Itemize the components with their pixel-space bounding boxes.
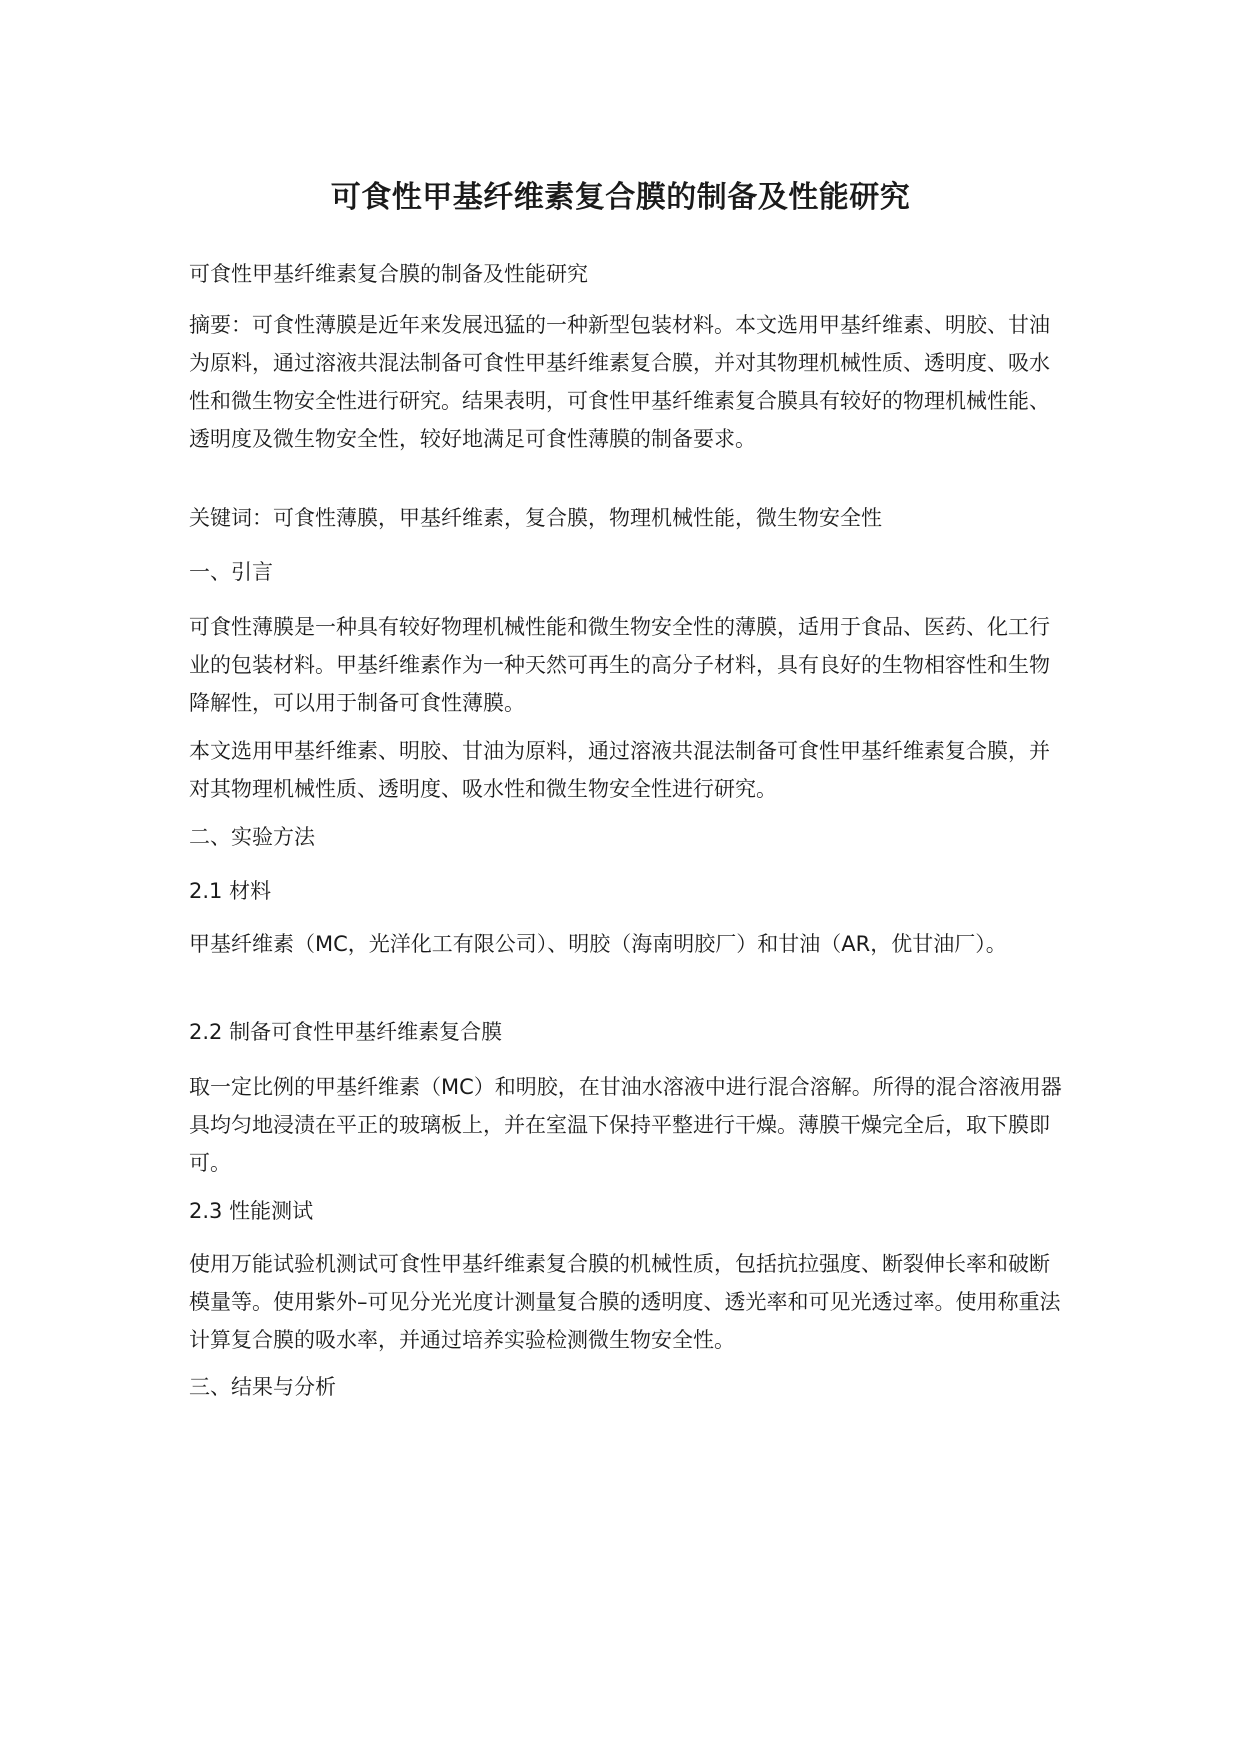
section-heading-methods: 二、实验方法 [189, 825, 315, 849]
preparation-paragraph: 取一定比例的甲基纤维素（MC）和明胶，在甘油水溶液中进行混合溶解。所得的混合溶液用器具均匀地浸渍在平正的玻璃板上，并在室温下保持平整进行干燥。薄膜干燥完全后，取下膜即可。 [189, 1075, 1062, 1175]
introduction-paragraph-1: 可食性薄膜是一种具有较好物理机械性能和微生物安全性的薄膜，适用于食品、医药、化工行业的包装材料。甲基纤维素作为一种天然可再生的高分子材料，具有良好的生物相容性和生物降解性，可以用于制备可食性薄膜。 [189, 615, 1050, 715]
document-title: 可食性甲基纤维素复合膜的制备及性能研究 [330, 180, 911, 215]
keywords-line: 关键词：可食性薄膜，甲基纤维素，复合膜，物理机械性能，微生物安全性 [189, 506, 882, 530]
subsection-heading-preparation: 2.2 制备可食性甲基纤维素复合膜 [189, 1020, 503, 1044]
abstract-paragraph: 摘要：可食性薄膜是近年来发展迅猛的一种新型包装材料。本文选用甲基纤维素、明胶、甘油为原料，通过溶液共混法制备可食性甲基纤维素复合膜，并对其物理机械性质、透明度、吸水性和微生物安全性进行研究。结果表明，可食性甲基纤维素复合膜具有较好的物理机械性能、透明度及微生物安全性，较好地满足可食性薄膜的制备要求。 [189, 313, 1050, 451]
subsection-heading-materials: 2.1 材料 [189, 879, 272, 903]
section-heading-results: 三、结果与分析 [189, 1375, 336, 1399]
document-subtitle: 可食性甲基纤维素复合膜的制备及性能研究 [189, 262, 588, 286]
section-heading-introduction: 一、引言 [189, 560, 273, 584]
subsection-heading-testing: 2.3 性能测试 [189, 1199, 314, 1223]
introduction-paragraph-2: 本文选用甲基纤维素、明胶、甘油为原料，通过溶液共混法制备可食性甲基纤维素复合膜，并对其物理机械性质、透明度、吸水性和微生物安全性进行研究。 [189, 739, 1050, 801]
materials-paragraph: 甲基纤维素（MC，光洋化工有限公司）、明胶（海南明胶厂）和甘油（AR，优甘油厂）。 [189, 932, 1007, 956]
testing-paragraph: 使用万能试验机测试可食性甲基纤维素复合膜的机械性质，包括抗拉强度、断裂伸长率和破断模量等。使用紫外–可见分光光度计测量复合膜的透明度、透光率和可见光透过率。使用称重法计算复合膜的吸水率，并通过培养实验检测微生物安全性。 [189, 1252, 1061, 1352]
